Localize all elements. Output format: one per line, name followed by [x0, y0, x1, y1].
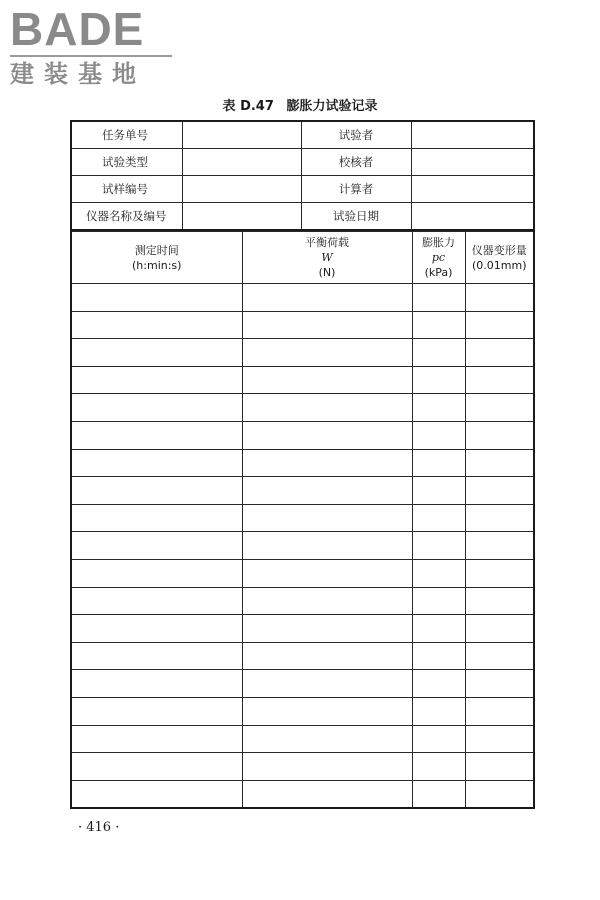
table-row: [71, 725, 534, 753]
sample-number-field[interactable]: [182, 176, 301, 203]
deformation-cell[interactable]: [465, 339, 534, 367]
column-header-time: 测定时间 (h:min:s): [71, 232, 242, 284]
deformation-cell[interactable]: [465, 421, 534, 449]
swelling-force-cell[interactable]: [412, 697, 465, 725]
test-date-label: 试验日期: [301, 203, 411, 231]
time-cell[interactable]: [71, 339, 242, 367]
load-cell[interactable]: [242, 697, 412, 725]
time-cell[interactable]: [71, 311, 242, 339]
time-cell[interactable]: [71, 477, 242, 505]
page-number: · 416 ·: [78, 820, 120, 835]
swelling-force-cell[interactable]: [412, 311, 465, 339]
load-cell[interactable]: [242, 421, 412, 449]
deformation-cell[interactable]: [465, 753, 534, 781]
deformation-cell[interactable]: [465, 697, 534, 725]
table-name: 膨胀力试验记录: [286, 99, 378, 114]
swelling-force-cell[interactable]: [412, 366, 465, 394]
time-cell[interactable]: [71, 366, 242, 394]
load-cell[interactable]: [242, 780, 412, 808]
load-cell[interactable]: [242, 284, 412, 312]
deformation-cell[interactable]: [465, 311, 534, 339]
info-row: [71, 176, 534, 203]
swelling-force-cell[interactable]: [412, 504, 465, 532]
table-row: [71, 284, 534, 312]
load-cell[interactable]: [242, 642, 412, 670]
time-cell[interactable]: [71, 753, 242, 781]
logo-divider: [10, 55, 172, 57]
time-cell[interactable]: [71, 670, 242, 698]
load-cell[interactable]: [242, 670, 412, 698]
time-cell[interactable]: [71, 394, 242, 422]
table-row: [71, 753, 534, 781]
swelling-force-cell[interactable]: [412, 559, 465, 587]
table-number: 表 D.47: [222, 99, 274, 114]
swelling-force-cell[interactable]: [412, 670, 465, 698]
task-number-label: 任务单号: [71, 121, 182, 149]
deformation-cell[interactable]: [465, 559, 534, 587]
load-cell[interactable]: [242, 477, 412, 505]
load-cell[interactable]: [242, 615, 412, 643]
table-row: [71, 339, 534, 367]
info-row: [71, 149, 534, 176]
table-row: [71, 670, 534, 698]
instrument-label: 仪器名称及编号: [71, 203, 182, 231]
table-title: [0, 95, 600, 114]
swelling-force-cell[interactable]: [412, 532, 465, 560]
load-cell[interactable]: [242, 366, 412, 394]
time-cell[interactable]: [71, 559, 242, 587]
publisher-logo: [10, 4, 180, 86]
table-row: [71, 477, 534, 505]
swelling-force-cell[interactable]: [412, 421, 465, 449]
table-row: [71, 559, 534, 587]
deformation-cell[interactable]: [465, 670, 534, 698]
swelling-force-cell[interactable]: [412, 339, 465, 367]
load-cell[interactable]: [242, 339, 412, 367]
swelling-force-cell[interactable]: [412, 753, 465, 781]
info-row: [71, 203, 534, 231]
time-cell[interactable]: [71, 449, 242, 477]
logo-wordmark: BADE: [10, 3, 145, 55]
swelling-force-cell[interactable]: [412, 587, 465, 615]
table-row: [71, 394, 534, 422]
deformation-cell[interactable]: [465, 449, 534, 477]
swelling-force-cell[interactable]: [412, 477, 465, 505]
table-row: [71, 449, 534, 477]
tester-label: 试验者: [301, 121, 411, 149]
tester-field[interactable]: [411, 121, 534, 149]
info-row: [71, 121, 534, 149]
column-header-swelling-force: 膨胀力 pc (kPa): [412, 232, 465, 284]
data-table: [70, 231, 535, 809]
deformation-cell[interactable]: [465, 532, 534, 560]
deformation-cell[interactable]: [465, 642, 534, 670]
sample-number-label: 试样编号: [71, 176, 182, 203]
load-cell[interactable]: [242, 394, 412, 422]
table-row: [71, 697, 534, 725]
load-cell[interactable]: [242, 532, 412, 560]
record-form: [70, 120, 533, 809]
test-type-label: 试验类型: [71, 149, 182, 176]
time-cell[interactable]: [71, 587, 242, 615]
header-row: [71, 232, 534, 284]
deformation-cell[interactable]: [465, 394, 534, 422]
deformation-cell[interactable]: [465, 587, 534, 615]
load-cell[interactable]: [242, 725, 412, 753]
column-header-load: 平衡荷载 W (N): [242, 232, 412, 284]
deformation-cell[interactable]: [465, 725, 534, 753]
time-cell[interactable]: [71, 780, 242, 808]
checker-field[interactable]: [411, 149, 534, 176]
swelling-force-cell[interactable]: [412, 449, 465, 477]
load-cell[interactable]: [242, 504, 412, 532]
time-cell[interactable]: [71, 532, 242, 560]
time-cell[interactable]: [71, 504, 242, 532]
time-cell[interactable]: [71, 725, 242, 753]
load-cell[interactable]: [242, 587, 412, 615]
time-cell[interactable]: [71, 284, 242, 312]
deformation-cell[interactable]: [465, 477, 534, 505]
swelling-force-cell[interactable]: [412, 780, 465, 808]
table-row: [71, 587, 534, 615]
load-cell[interactable]: [242, 311, 412, 339]
load-cell[interactable]: [242, 559, 412, 587]
table-row: [71, 311, 534, 339]
table-row: [71, 366, 534, 394]
table-row: [71, 504, 534, 532]
load-cell[interactable]: [242, 449, 412, 477]
deformation-cell[interactable]: [465, 284, 534, 312]
swelling-force-cell[interactable]: [412, 725, 465, 753]
test-date-field[interactable]: [411, 203, 534, 231]
table-row: [71, 421, 534, 449]
calculator-field[interactable]: [411, 176, 534, 203]
load-cell[interactable]: [242, 753, 412, 781]
deformation-cell[interactable]: [465, 366, 534, 394]
deformation-cell[interactable]: [465, 780, 534, 808]
table-row: [71, 780, 534, 808]
time-cell[interactable]: [71, 697, 242, 725]
task-number-field[interactable]: [182, 121, 301, 149]
swelling-force-cell[interactable]: [412, 394, 465, 422]
time-cell[interactable]: [71, 421, 242, 449]
instrument-field[interactable]: [182, 203, 301, 231]
table-row: [71, 615, 534, 643]
checker-label: 校核者: [301, 149, 411, 176]
time-cell[interactable]: [71, 642, 242, 670]
test-type-field[interactable]: [182, 149, 301, 176]
table-row: [71, 532, 534, 560]
info-table: [70, 120, 535, 231]
swelling-force-cell[interactable]: [412, 615, 465, 643]
deformation-cell[interactable]: [465, 504, 534, 532]
table-row: [71, 642, 534, 670]
deformation-cell[interactable]: [465, 615, 534, 643]
swelling-force-cell[interactable]: [412, 284, 465, 312]
data-rows: [71, 284, 534, 809]
logo-chinese-text: 建装基地: [10, 60, 146, 88]
column-header-deformation: 仪器变形量 (0.01mm): [465, 232, 534, 284]
swelling-force-cell[interactable]: [412, 642, 465, 670]
time-cell[interactable]: [71, 615, 242, 643]
calculator-label: 计算者: [301, 176, 411, 203]
